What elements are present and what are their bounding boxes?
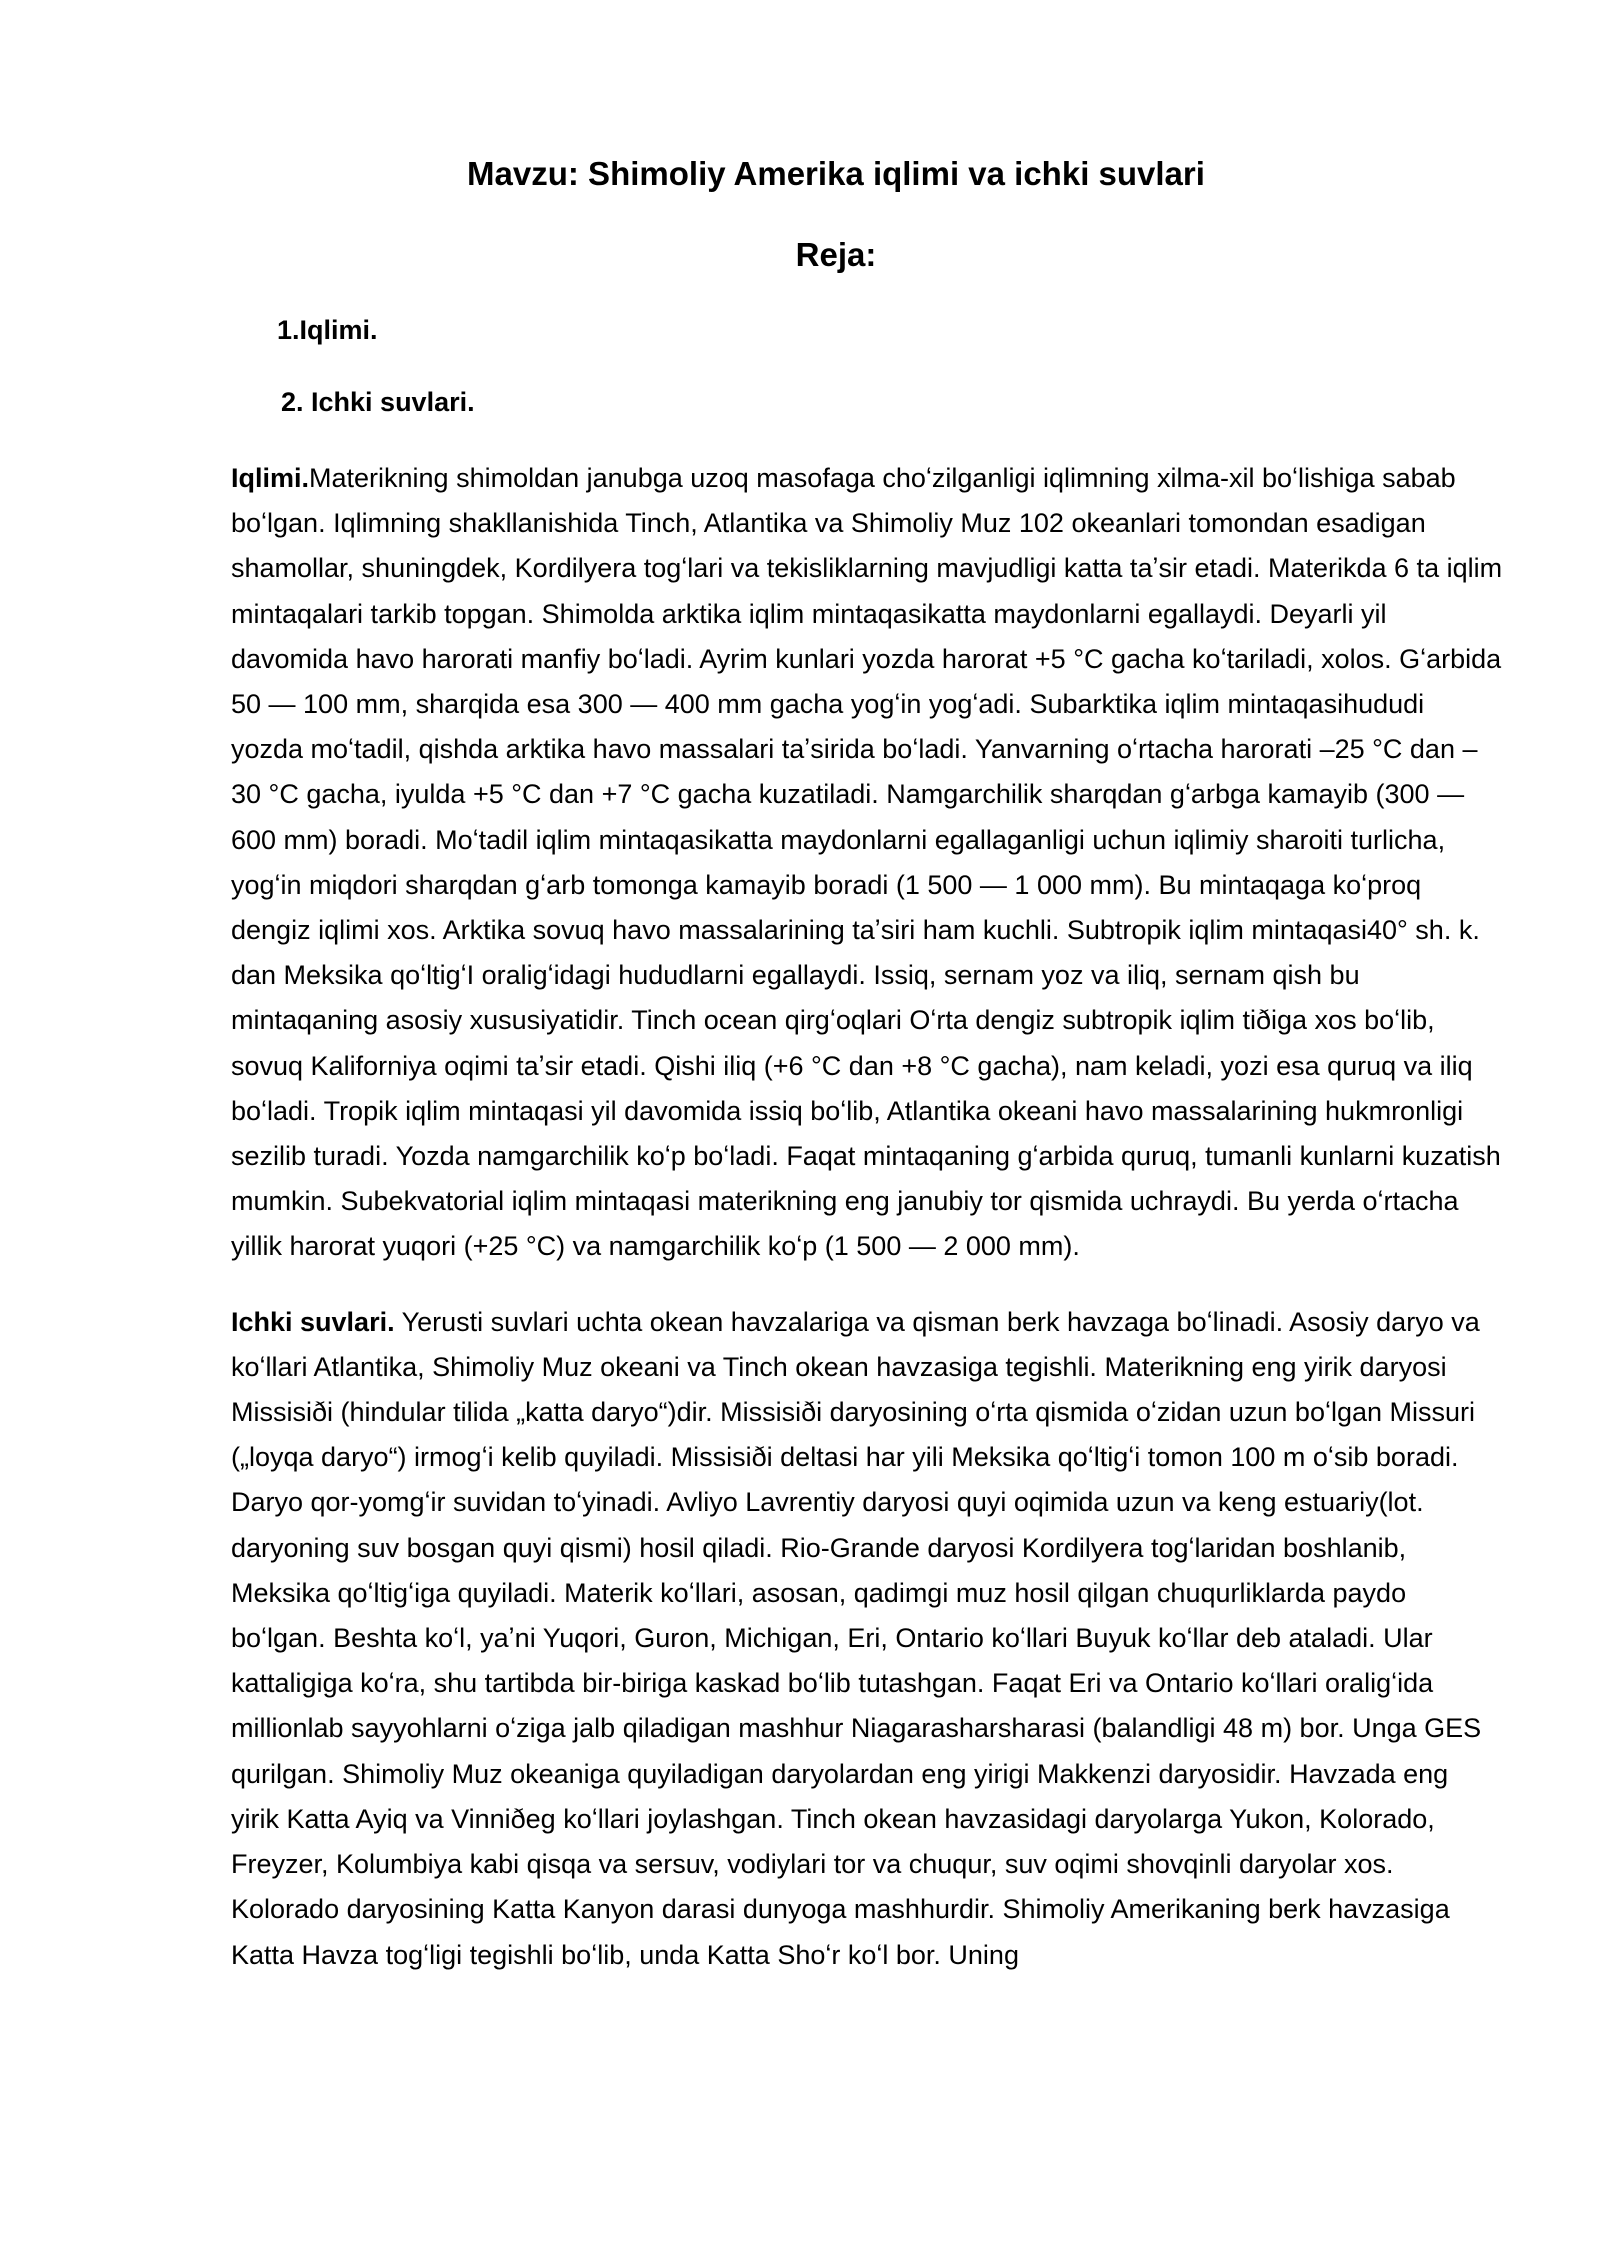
- section-climate-text: Materikning shimoldan janubga uzoq masofaga choʻzilganligi iqlimning xilma-xil boʻlishiga sabab boʻlgan. Iqlimning shakllanishida Tinch, Atlantika va Shimoliy Muz 102 okeanlari tomondan esadigan shamollar, shuningdek, Kordilyera togʻlari va tekisliklarning mavjudligi katta taʼsir etadi. Materikda 6 ta iqlim mintaqalari tarkib topgan. Shimolda arktika iqlim mintaqasikatta maydonlarni egallaydi. Deyarli yil davomida havo harorati manfiy boʻladi. Ayrim kunlari yozda harorat +5 °C gacha koʻtariladi, xolos. Gʻarbida 50 — 100 mm, sharqida esa 300 — 400 mm gacha yogʻin yogʻadi. Subarktika iqlim mintaqasihududi yozda moʻtadil, qishda arktika havo massalari taʼsirida boʻladi. Yanvarning oʻrtacha harorati –25 °C dan –30 °C gacha, iyulda +5 °C dan +7 °C gacha kuzatiladi. Namgarchilik sharqdan gʻarbga kamayib (300 — 600 mm) boradi. Moʻtadil iqlim mintaqasikatta maydonlarni egallaganligi uchun iqlimiy sharoiti turlicha, yogʻin miqdori sharqdan gʻarb tomonga kamayib boradi (1 500 — 1 000 mm). Bu mintaqaga koʻproq dengiz iqlimi xos. Arktika sovuq havo massalarining taʼsiri ham kuchli. Subtropik iqlim mintaqasi40° sh. k. dan Meksika qoʻltigʻI oraligʻidagi hududlarni egallaydi. Issiq, sernam yoz va iliq, sernam qish bu mintaqaning asosiy xususiyatidir. Tinch ocean qirgʻoqlari Oʻrta dengiz subtropik iqlim tiðiga xos boʻlib, sovuq Kaliforniya oqimi taʼsir etadi. Qishi iliq (+6 °C dan +8 °C gacha), nam keladi, yozi esa quruq va iliq boʻladi. Tropik iqlim mintaqasi yil davomida issiq boʻlib, Atlantika okeani havo massalarining hukmronligi sezilib turadi. Yozda namgarchilik koʻp boʻladi. Faqat mintaqaning gʻarbida quruq, tumanli kunlarni kuzatish mumkin. Subekvatorial iqlim mintaqasi materikning eng janubiy tor qismida uchraydi. Bu yerda oʻrtacha yillik harorat yuqori (+25 °C) va namgarchilik koʻp (1 500 — 2 000 mm).: [231, 463, 1503, 1262]
- plan-heading: Reja:: [795, 236, 877, 273]
- document-body: [231, 456, 1503, 2008]
- section-inland-waters: [231, 1300, 1503, 1978]
- page-title: Mavzu: Shimoliy Amerika iqlimi va ichki suvlari: [467, 155, 1205, 192]
- section-climate-lead: Iqlimi.: [231, 463, 310, 493]
- section-inland-waters-text: Yerusti suvlari uchta okean havzalariga va qisman berk havzaga boʻlinadi. Asosiy daryo va koʻllari Atlantika, Shimoliy Muz okeani va Tinch okean havzasiga tegishli. Materikning eng yirik daryosi Missisiði (hindular tilida „katta daryo“)dir. Missisiði daryosining oʻrta qismida oʻzidan uzun boʻlgan Missuri („loyqa daryo“) irmogʻi kelib quyiladi. Missisiði deltasi har yili Meksika qoʻltigʻi tomon 100 m oʻsib boradi. Daryo qor-yomgʻir suvidan toʻyinadi. Avliyo Lavrentiy daryosi quyi oqimida uzun va keng estuariy(lot. daryoning suv bosgan quyi qismi) hosil qiladi. Rio-Grande daryosi Kordilyera togʻlaridan boshlanib, Meksika qoʻltigʻiga quyiladi. Materik koʻllari, asosan, qadimgi muz hosil qilgan chuqurliklarda paydo boʻlgan. Beshta koʻl, yaʼni Yuqori, Guron, Michigan, Eri, Ontario koʻllari Buyuk koʻllar deb ataladi. Ular kattaligiga koʻra, shu tartibda bir-biriga kaskad boʻlib tutashgan. Faqat Eri va Ontario koʻllari oraligʻida millionlab sayyohlarni oʻziga jalb qiladigan mashhur Niagarasharsharasi (balandligi 48 m) bor. Unga GES qurilgan. Shimoliy Muz okeaniga quyiladigan daryolardan eng yirigi Makkenzi daryosidir. Havzada eng yirik Katta Ayiq va Vinniðeg koʻllari joylashgan. Tinch okean havzasidagi daryolarga Yukon, Kolorado, Freyzer, Kolumbiya kabi qisqa va sersuv, vodiylari tor va chuqur, suv oqimi shovqinli daryolar xos. Kolorado daryosining Katta Kanyon darasi dunyoga mashhurdir. Shimoliy Amerikaning berk havzasiga Katta Havza togʻligi tegishli boʻlib, unda Katta Shoʻr koʻl bor. Uning: [231, 1306, 1482, 1970]
- plan-item-climate: 1.Iqlimi.: [277, 315, 378, 345]
- plan-list: [277, 312, 475, 456]
- section-inland-waters-lead: Ichki suvlari.: [231, 1306, 395, 1337]
- plan-item-inland-waters: 2. Ichki suvlari.: [281, 387, 475, 417]
- section-climate: [231, 456, 1503, 1270]
